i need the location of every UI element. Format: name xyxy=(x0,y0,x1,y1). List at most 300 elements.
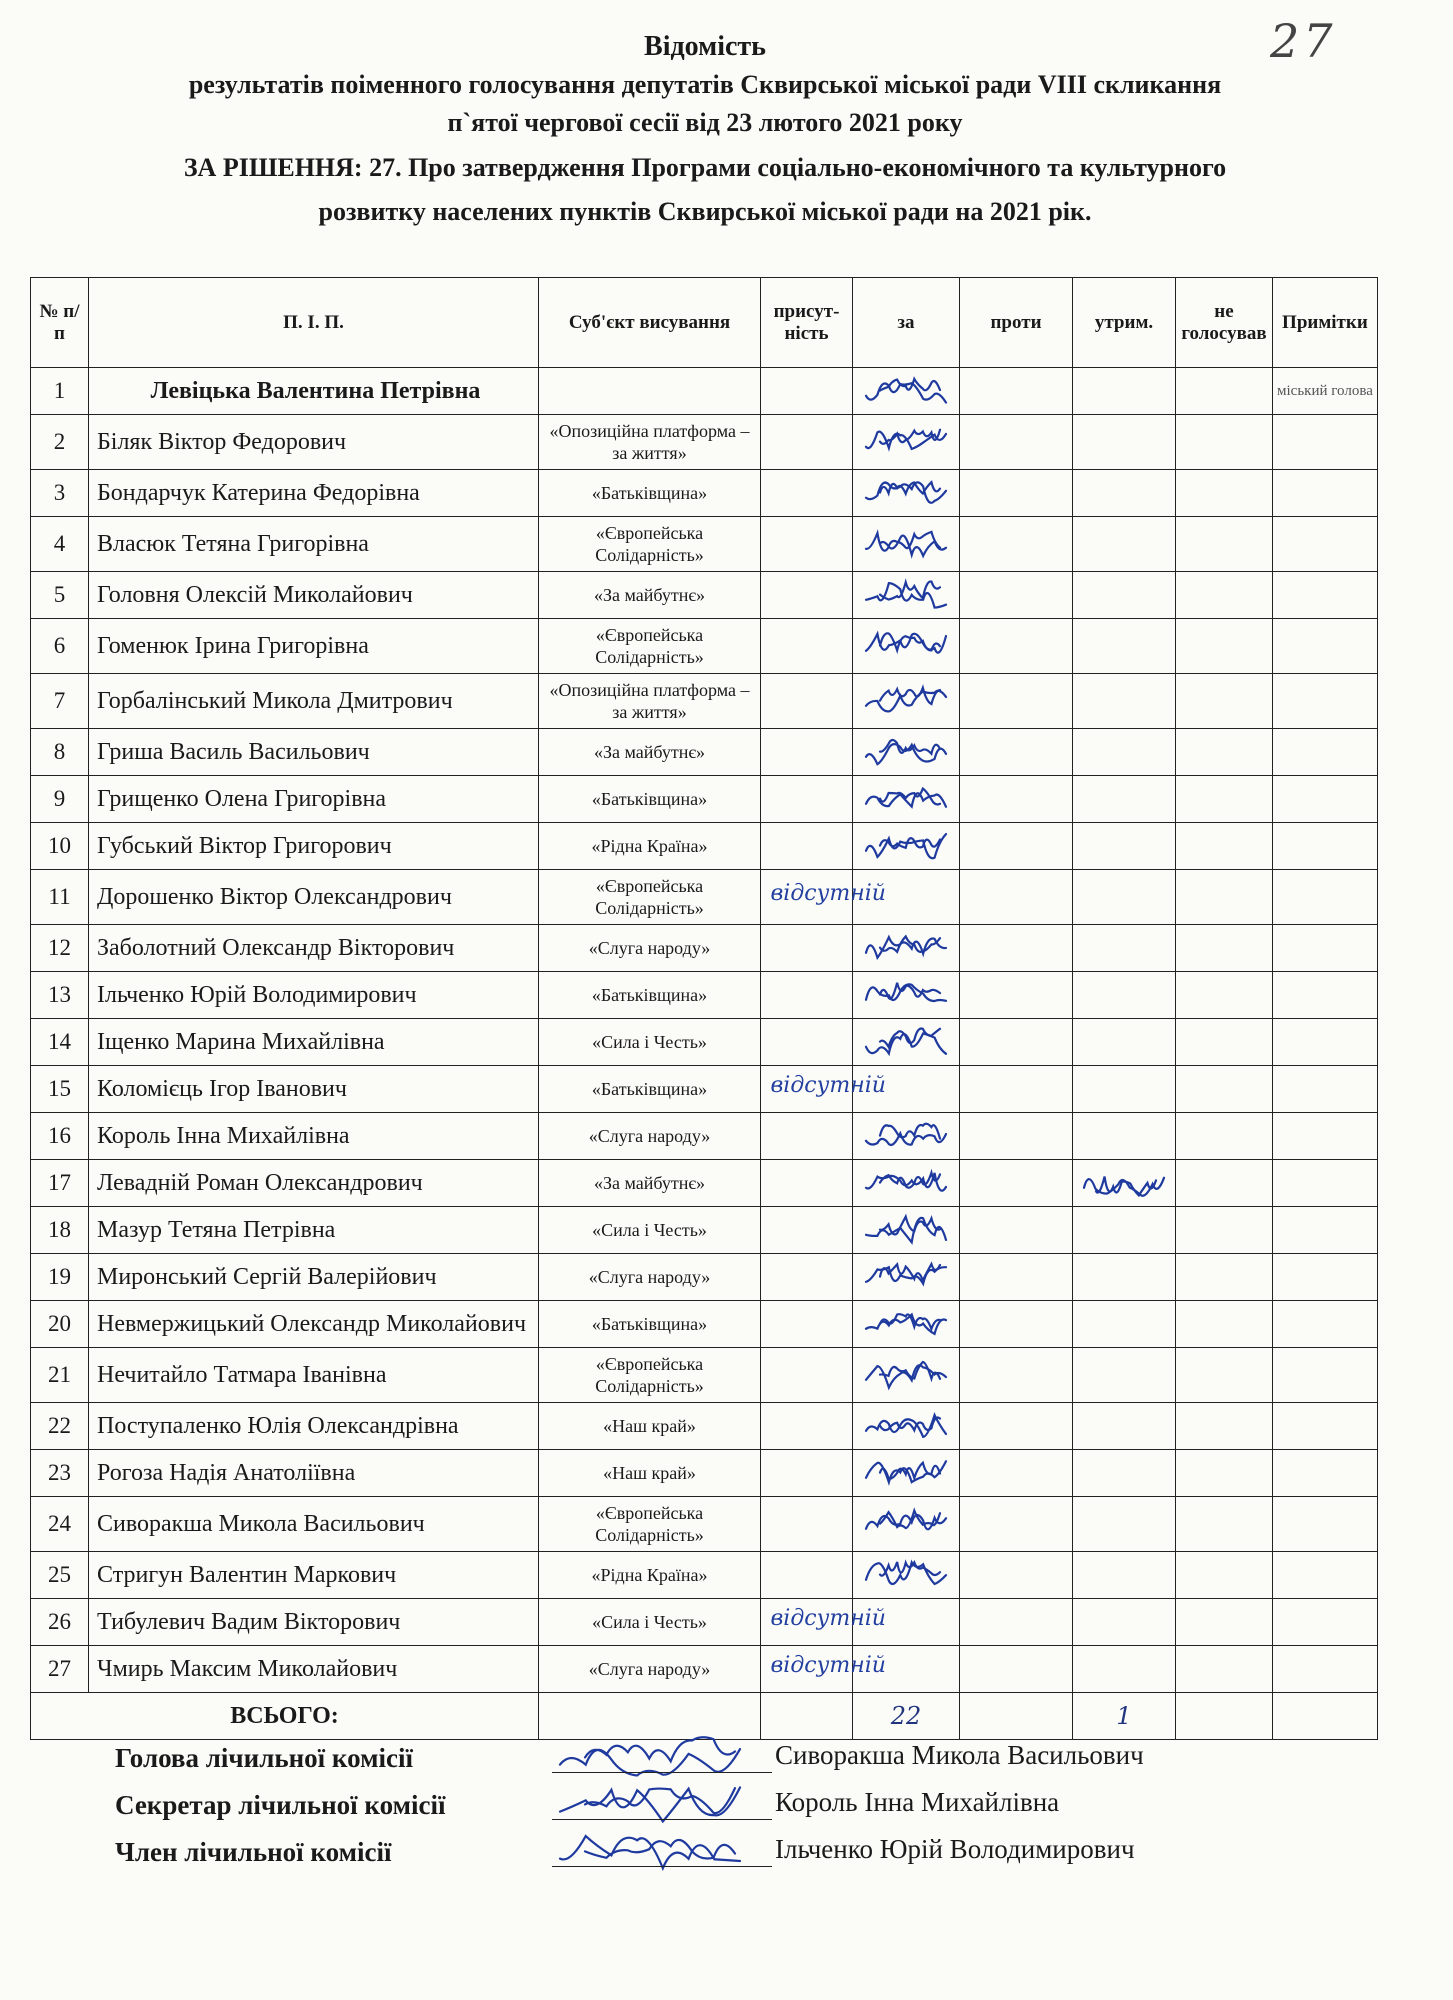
row-abstain xyxy=(1073,415,1176,470)
commission-roles xyxy=(115,1735,445,1876)
table-row xyxy=(31,619,1378,674)
row-for xyxy=(853,572,960,619)
row-present xyxy=(761,1348,853,1403)
row-against xyxy=(960,1019,1073,1066)
row-against xyxy=(960,1403,1073,1450)
row-for xyxy=(853,1348,960,1403)
row-party: «Рідна Країна» xyxy=(539,1552,761,1599)
voting-table-wrap xyxy=(30,277,1378,1740)
row-number: 12 xyxy=(31,925,89,972)
row-note xyxy=(1273,972,1378,1019)
document-title: Відомість xyxy=(644,31,766,62)
col-header-for: за xyxy=(853,278,960,368)
row-for xyxy=(853,619,960,674)
row-present xyxy=(761,1019,853,1066)
row-abstain xyxy=(1073,870,1176,925)
row-name: Рогоза Надія Анатоліївна xyxy=(89,1450,539,1497)
row-party: «Слуга народу» xyxy=(539,1254,761,1301)
row-abstain xyxy=(1073,1254,1176,1301)
row-present xyxy=(761,1552,853,1599)
table-row xyxy=(31,1450,1378,1497)
row-party: «Європейська Солідарність» xyxy=(539,1348,761,1403)
document-header xyxy=(40,28,1370,234)
row-name: Гриша Василь Васильович xyxy=(89,729,539,776)
row-party: «Батьківщина» xyxy=(539,776,761,823)
table-row xyxy=(31,1403,1378,1450)
table-row xyxy=(31,1552,1378,1599)
row-not-voted xyxy=(1176,1497,1273,1552)
row-name: Гоменюк Ірина Григорівна xyxy=(89,619,539,674)
row-name: Горбалінський Микола Дмитрович xyxy=(89,674,539,729)
row-number: 14 xyxy=(31,1019,89,1066)
row-note xyxy=(1273,517,1378,572)
row-against xyxy=(960,1160,1073,1207)
row-note xyxy=(1273,729,1378,776)
row-number: 4 xyxy=(31,517,89,572)
row-not-voted xyxy=(1176,1207,1273,1254)
row-note xyxy=(1273,1207,1378,1254)
row-name: Іщенко Марина Михайлівна xyxy=(89,1019,539,1066)
row-not-voted xyxy=(1176,1450,1273,1497)
table-row xyxy=(31,1348,1378,1403)
row-name: Коломієць Ігор Іванович xyxy=(89,1066,539,1113)
row-abstain xyxy=(1073,1497,1176,1552)
row-note xyxy=(1273,870,1378,925)
row-number: 6 xyxy=(31,619,89,674)
row-note xyxy=(1273,823,1378,870)
row-name: Мазур Тетяна Петрівна xyxy=(89,1207,539,1254)
row-for xyxy=(853,1450,960,1497)
row-abstain xyxy=(1073,1066,1176,1113)
row-abstain xyxy=(1073,1113,1176,1160)
row-number: 9 xyxy=(31,776,89,823)
signature-mark xyxy=(560,1836,740,1868)
signature-line-member xyxy=(552,1866,772,1867)
row-abstain xyxy=(1073,1348,1176,1403)
row-party: «Європейська Солідарність» xyxy=(539,870,761,925)
signature-mark xyxy=(585,1737,735,1761)
row-number: 27 xyxy=(31,1646,89,1693)
row-for xyxy=(853,1254,960,1301)
row-number: 3 xyxy=(31,470,89,517)
row-not-voted xyxy=(1176,1348,1273,1403)
row-party: «За майбутнє» xyxy=(539,572,761,619)
row-note xyxy=(1273,1254,1378,1301)
row-party: «Європейська Солідарність» xyxy=(539,1497,761,1552)
row-for xyxy=(853,776,960,823)
row-not-voted xyxy=(1176,517,1273,572)
row-abstain xyxy=(1073,1450,1176,1497)
row-note xyxy=(1273,776,1378,823)
row-not-voted xyxy=(1176,674,1273,729)
row-against xyxy=(960,517,1073,572)
signature-mark xyxy=(585,1840,735,1859)
row-not-voted xyxy=(1176,1113,1273,1160)
row-name: Миронський Сергій Валерійович xyxy=(89,1254,539,1301)
row-number: 20 xyxy=(31,1301,89,1348)
row-for xyxy=(853,729,960,776)
row-number: 10 xyxy=(31,823,89,870)
signature-line-head xyxy=(552,1772,772,1773)
row-against xyxy=(960,1348,1073,1403)
table-row xyxy=(31,1646,1378,1693)
row-present xyxy=(761,470,853,517)
total-label: ВСЬОГО: xyxy=(31,1693,539,1740)
row-not-voted xyxy=(1176,470,1273,517)
row-name: Ільченко Юрій Володимирович xyxy=(89,972,539,1019)
row-note xyxy=(1273,572,1378,619)
row-name: Власюк Тетяна Григорівна xyxy=(89,517,539,572)
row-against xyxy=(960,1254,1073,1301)
row-not-voted xyxy=(1176,1403,1273,1450)
row-abstain xyxy=(1073,1301,1176,1348)
row-party: «Наш край» xyxy=(539,1450,761,1497)
row-abstain xyxy=(1073,776,1176,823)
row-not-voted xyxy=(1176,368,1273,415)
row-party: «Європейська Солідарність» xyxy=(539,619,761,674)
table-header-row xyxy=(31,278,1378,368)
commission-secretary-name: Король Інна Михайлівна xyxy=(775,1787,1060,1817)
row-present xyxy=(761,972,853,1019)
total-row xyxy=(31,1693,1378,1740)
table-row xyxy=(31,1160,1378,1207)
row-for xyxy=(853,470,960,517)
row-not-voted xyxy=(1176,1599,1273,1646)
row-number: 13 xyxy=(31,972,89,1019)
row-note xyxy=(1273,1646,1378,1693)
total-notes xyxy=(1273,1693,1378,1740)
row-against xyxy=(960,619,1073,674)
row-against xyxy=(960,368,1073,415)
row-party: «Слуга народу» xyxy=(539,1113,761,1160)
signature-mark xyxy=(560,1787,740,1821)
col-header-not-voted: не голосував xyxy=(1176,278,1273,368)
row-party: «Батьківщина» xyxy=(539,1066,761,1113)
row-against xyxy=(960,729,1073,776)
row-present xyxy=(761,1403,853,1450)
row-party: «Слуга народу» xyxy=(539,1646,761,1693)
table-row xyxy=(31,925,1378,972)
row-number: 15 xyxy=(31,1066,89,1113)
row-name: Король Інна Михайлівна xyxy=(89,1113,539,1160)
row-present xyxy=(761,1301,853,1348)
row-abstain xyxy=(1073,674,1176,729)
absent-note: відсутній xyxy=(770,881,886,906)
row-name: Левіцька Валентина Петрівна xyxy=(89,368,539,415)
total-party xyxy=(539,1693,761,1740)
row-name: Невмержицький Олександр Миколайович xyxy=(89,1301,539,1348)
row-party: «Сила і Честь» xyxy=(539,1019,761,1066)
row-number: 5 xyxy=(31,572,89,619)
row-abstain xyxy=(1073,823,1176,870)
row-note xyxy=(1273,1160,1378,1207)
row-note xyxy=(1273,470,1378,517)
row-number: 19 xyxy=(31,1254,89,1301)
commission-names xyxy=(775,1732,1144,1873)
row-not-voted xyxy=(1176,870,1273,925)
table-row xyxy=(31,972,1378,1019)
row-party: «Батьківщина» xyxy=(539,470,761,517)
row-for xyxy=(853,1301,960,1348)
row-not-voted xyxy=(1176,972,1273,1019)
row-against xyxy=(960,1066,1073,1113)
row-present xyxy=(761,1254,853,1301)
table-row xyxy=(31,1254,1378,1301)
row-number: 2 xyxy=(31,415,89,470)
signature-line-secretary xyxy=(552,1819,772,1820)
absent-note: відсутній xyxy=(770,1606,886,1631)
table-row xyxy=(31,1113,1378,1160)
row-number: 24 xyxy=(31,1497,89,1552)
row-note xyxy=(1273,415,1378,470)
col-header-abstain: утрим. xyxy=(1073,278,1176,368)
row-number: 25 xyxy=(31,1552,89,1599)
row-abstain xyxy=(1073,619,1176,674)
row-not-voted xyxy=(1176,1254,1273,1301)
col-header-name: П. І. П. xyxy=(89,278,539,368)
row-present xyxy=(761,1160,853,1207)
col-header-against: проти xyxy=(960,278,1073,368)
row-party: «Сила і Честь» xyxy=(539,1207,761,1254)
row-not-voted xyxy=(1176,619,1273,674)
row-against xyxy=(960,1552,1073,1599)
table-row xyxy=(31,517,1378,572)
row-against xyxy=(960,674,1073,729)
voting-table xyxy=(30,277,1378,1740)
absent-note: відсутній xyxy=(770,1653,886,1678)
table-row xyxy=(31,674,1378,729)
row-present xyxy=(761,517,853,572)
row-abstain xyxy=(1073,1207,1176,1254)
table-row xyxy=(31,1301,1378,1348)
row-present xyxy=(761,368,853,415)
commission-secretary-role: Секретар лічильної комісії xyxy=(115,1790,446,1820)
row-number: 11 xyxy=(31,870,89,925)
row-name: Левадній Роман Олександрович xyxy=(89,1160,539,1207)
row-name: Головня Олексій Миколайович xyxy=(89,572,539,619)
row-party: «Опозиційна платформа – за життя» xyxy=(539,674,761,729)
row-note xyxy=(1273,1066,1378,1113)
row-note xyxy=(1273,1552,1378,1599)
table-row xyxy=(31,1019,1378,1066)
total-not-voted xyxy=(1176,1693,1273,1740)
row-party: «Європейська Солідарність» xyxy=(539,517,761,572)
row-for xyxy=(853,1113,960,1160)
row-for xyxy=(853,823,960,870)
table-row xyxy=(31,870,1378,925)
row-against xyxy=(960,572,1073,619)
row-not-voted xyxy=(1176,1301,1273,1348)
row-note xyxy=(1273,1403,1378,1450)
table-row xyxy=(31,1066,1378,1113)
table-row xyxy=(31,1497,1378,1552)
row-for xyxy=(853,925,960,972)
row-name: Біляк Віктор Федорович xyxy=(89,415,539,470)
header-line-3: п`ятої чергової сесії від 23 лютого 2021 року xyxy=(447,108,963,137)
decision-line-1: ЗА РІШЕННЯ: 27. Про затвердження Програми соціально-економічного та культурного xyxy=(183,153,1227,182)
row-not-voted xyxy=(1176,729,1273,776)
row-party: «Опозиційна платформа – за життя» xyxy=(539,415,761,470)
row-note xyxy=(1273,925,1378,972)
row-against xyxy=(960,1599,1073,1646)
table-row xyxy=(31,1599,1378,1646)
row-for xyxy=(853,368,960,415)
row-note xyxy=(1273,1348,1378,1403)
commission-member-role: Член лічильної комісії xyxy=(115,1837,392,1867)
row-for xyxy=(853,517,960,572)
row-not-voted xyxy=(1176,1019,1273,1066)
row-for xyxy=(853,415,960,470)
row-abstain xyxy=(1073,1646,1176,1693)
table-row xyxy=(31,776,1378,823)
absent-note: відсутній xyxy=(770,1073,886,1098)
row-party: «За майбутнє» xyxy=(539,729,761,776)
commission-member-name: Ільченко Юрій Володимирович xyxy=(775,1834,1135,1864)
row-against xyxy=(960,925,1073,972)
commission-head-name: Сиворакша Микола Васильович xyxy=(775,1740,1144,1770)
commission-head-role: Голова лічильної комісії xyxy=(115,1743,413,1773)
row-present xyxy=(761,1450,853,1497)
row-party: «Сила і Честь» xyxy=(539,1599,761,1646)
row-name: Чмирь Максим Миколайович xyxy=(89,1646,539,1693)
row-against xyxy=(960,823,1073,870)
row-party: «Рідна Країна» xyxy=(539,823,761,870)
row-against xyxy=(960,1450,1073,1497)
table-row xyxy=(31,572,1378,619)
col-header-number: № п/п xyxy=(31,278,89,368)
table-row xyxy=(31,823,1378,870)
row-not-voted xyxy=(1176,776,1273,823)
total-for: 22 xyxy=(853,1693,960,1740)
row-not-voted xyxy=(1176,415,1273,470)
row-for xyxy=(853,1207,960,1254)
row-name: Губський Віктор Григорович xyxy=(89,823,539,870)
row-abstain xyxy=(1073,1019,1176,1066)
row-for xyxy=(853,674,960,729)
row-not-voted xyxy=(1176,925,1273,972)
row-abstain xyxy=(1073,972,1176,1019)
col-header-notes: Примітки xyxy=(1273,278,1378,368)
row-against xyxy=(960,1646,1073,1693)
row-name: Поступаленко Юлія Олександрівна xyxy=(89,1403,539,1450)
table-row xyxy=(31,1207,1378,1254)
header-line-2: результатів поіменного голосування депутатів Сквирської міської ради VIII скликання xyxy=(188,70,1222,99)
row-number: 23 xyxy=(31,1450,89,1497)
row-for xyxy=(853,1497,960,1552)
row-against xyxy=(960,1301,1073,1348)
row-note xyxy=(1273,1450,1378,1497)
row-against xyxy=(960,415,1073,470)
row-not-voted xyxy=(1176,1066,1273,1113)
row-present xyxy=(761,1207,853,1254)
row-name: Нечитайло Татмара Іванівна xyxy=(89,1348,539,1403)
row-note: міський голова xyxy=(1273,368,1378,415)
row-name: Заболотний Олександр Вікторович xyxy=(89,925,539,972)
row-number: 1 xyxy=(31,368,89,415)
row-party: «За майбутнє» xyxy=(539,1160,761,1207)
row-party xyxy=(539,368,761,415)
row-party: «Слуга народу» xyxy=(539,925,761,972)
row-abstain xyxy=(1073,470,1176,517)
row-present xyxy=(761,415,853,470)
row-for xyxy=(853,1019,960,1066)
row-present xyxy=(761,925,853,972)
row-party: «Батьківщина» xyxy=(539,972,761,1019)
row-against xyxy=(960,470,1073,517)
row-against xyxy=(960,776,1073,823)
table-row xyxy=(31,368,1378,415)
row-present xyxy=(761,619,853,674)
table-row xyxy=(31,415,1378,470)
row-note xyxy=(1273,619,1378,674)
row-abstain xyxy=(1073,572,1176,619)
row-not-voted xyxy=(1176,572,1273,619)
row-present xyxy=(761,572,853,619)
table-body xyxy=(31,368,1378,1693)
row-number: 8 xyxy=(31,729,89,776)
row-name: Сиворакша Микола Васильович xyxy=(89,1497,539,1552)
row-not-voted xyxy=(1176,1646,1273,1693)
row-abstain xyxy=(1073,368,1176,415)
decision-line-2: розвитку населених пунктів Сквирської міської ради на 2021 рік. xyxy=(318,197,1092,226)
row-against xyxy=(960,1497,1073,1552)
row-abstain xyxy=(1073,1403,1176,1450)
col-header-present: присут-ність xyxy=(761,278,853,368)
row-name: Бондарчук Катерина Федорівна xyxy=(89,470,539,517)
row-against xyxy=(960,972,1073,1019)
row-abstain xyxy=(1073,1552,1176,1599)
row-for xyxy=(853,1552,960,1599)
table-row xyxy=(31,470,1378,517)
row-name: Стригун Валентин Маркович xyxy=(89,1552,539,1599)
row-abstain xyxy=(1073,1160,1176,1207)
row-number: 18 xyxy=(31,1207,89,1254)
row-not-voted xyxy=(1176,823,1273,870)
row-abstain xyxy=(1073,729,1176,776)
row-abstain xyxy=(1073,517,1176,572)
row-note xyxy=(1273,1019,1378,1066)
row-present xyxy=(761,823,853,870)
row-party: «Наш край» xyxy=(539,1403,761,1450)
row-note xyxy=(1273,1113,1378,1160)
row-name: Тибулевич Вадим Вікторович xyxy=(89,1599,539,1646)
row-note xyxy=(1273,674,1378,729)
row-note xyxy=(1273,1599,1378,1646)
row-note xyxy=(1273,1497,1378,1552)
row-number: 26 xyxy=(31,1599,89,1646)
table-row xyxy=(31,729,1378,776)
row-abstain xyxy=(1073,1599,1176,1646)
page-number: 27 xyxy=(1270,14,1337,68)
row-for xyxy=(853,1160,960,1207)
row-present xyxy=(761,674,853,729)
row-party: «Батьківщина» xyxy=(539,1301,761,1348)
row-not-voted xyxy=(1176,1160,1273,1207)
col-header-party: Суб'єкт висування xyxy=(539,278,761,368)
row-note xyxy=(1273,1301,1378,1348)
row-name: Дорошенко Віктор Олександрович xyxy=(89,870,539,925)
row-present xyxy=(761,729,853,776)
row-present xyxy=(761,1497,853,1552)
row-against xyxy=(960,1113,1073,1160)
row-against xyxy=(960,1207,1073,1254)
row-not-voted xyxy=(1176,1552,1273,1599)
row-abstain xyxy=(1073,925,1176,972)
row-number: 21 xyxy=(31,1348,89,1403)
row-against xyxy=(960,870,1073,925)
row-present xyxy=(761,1113,853,1160)
row-for xyxy=(853,972,960,1019)
